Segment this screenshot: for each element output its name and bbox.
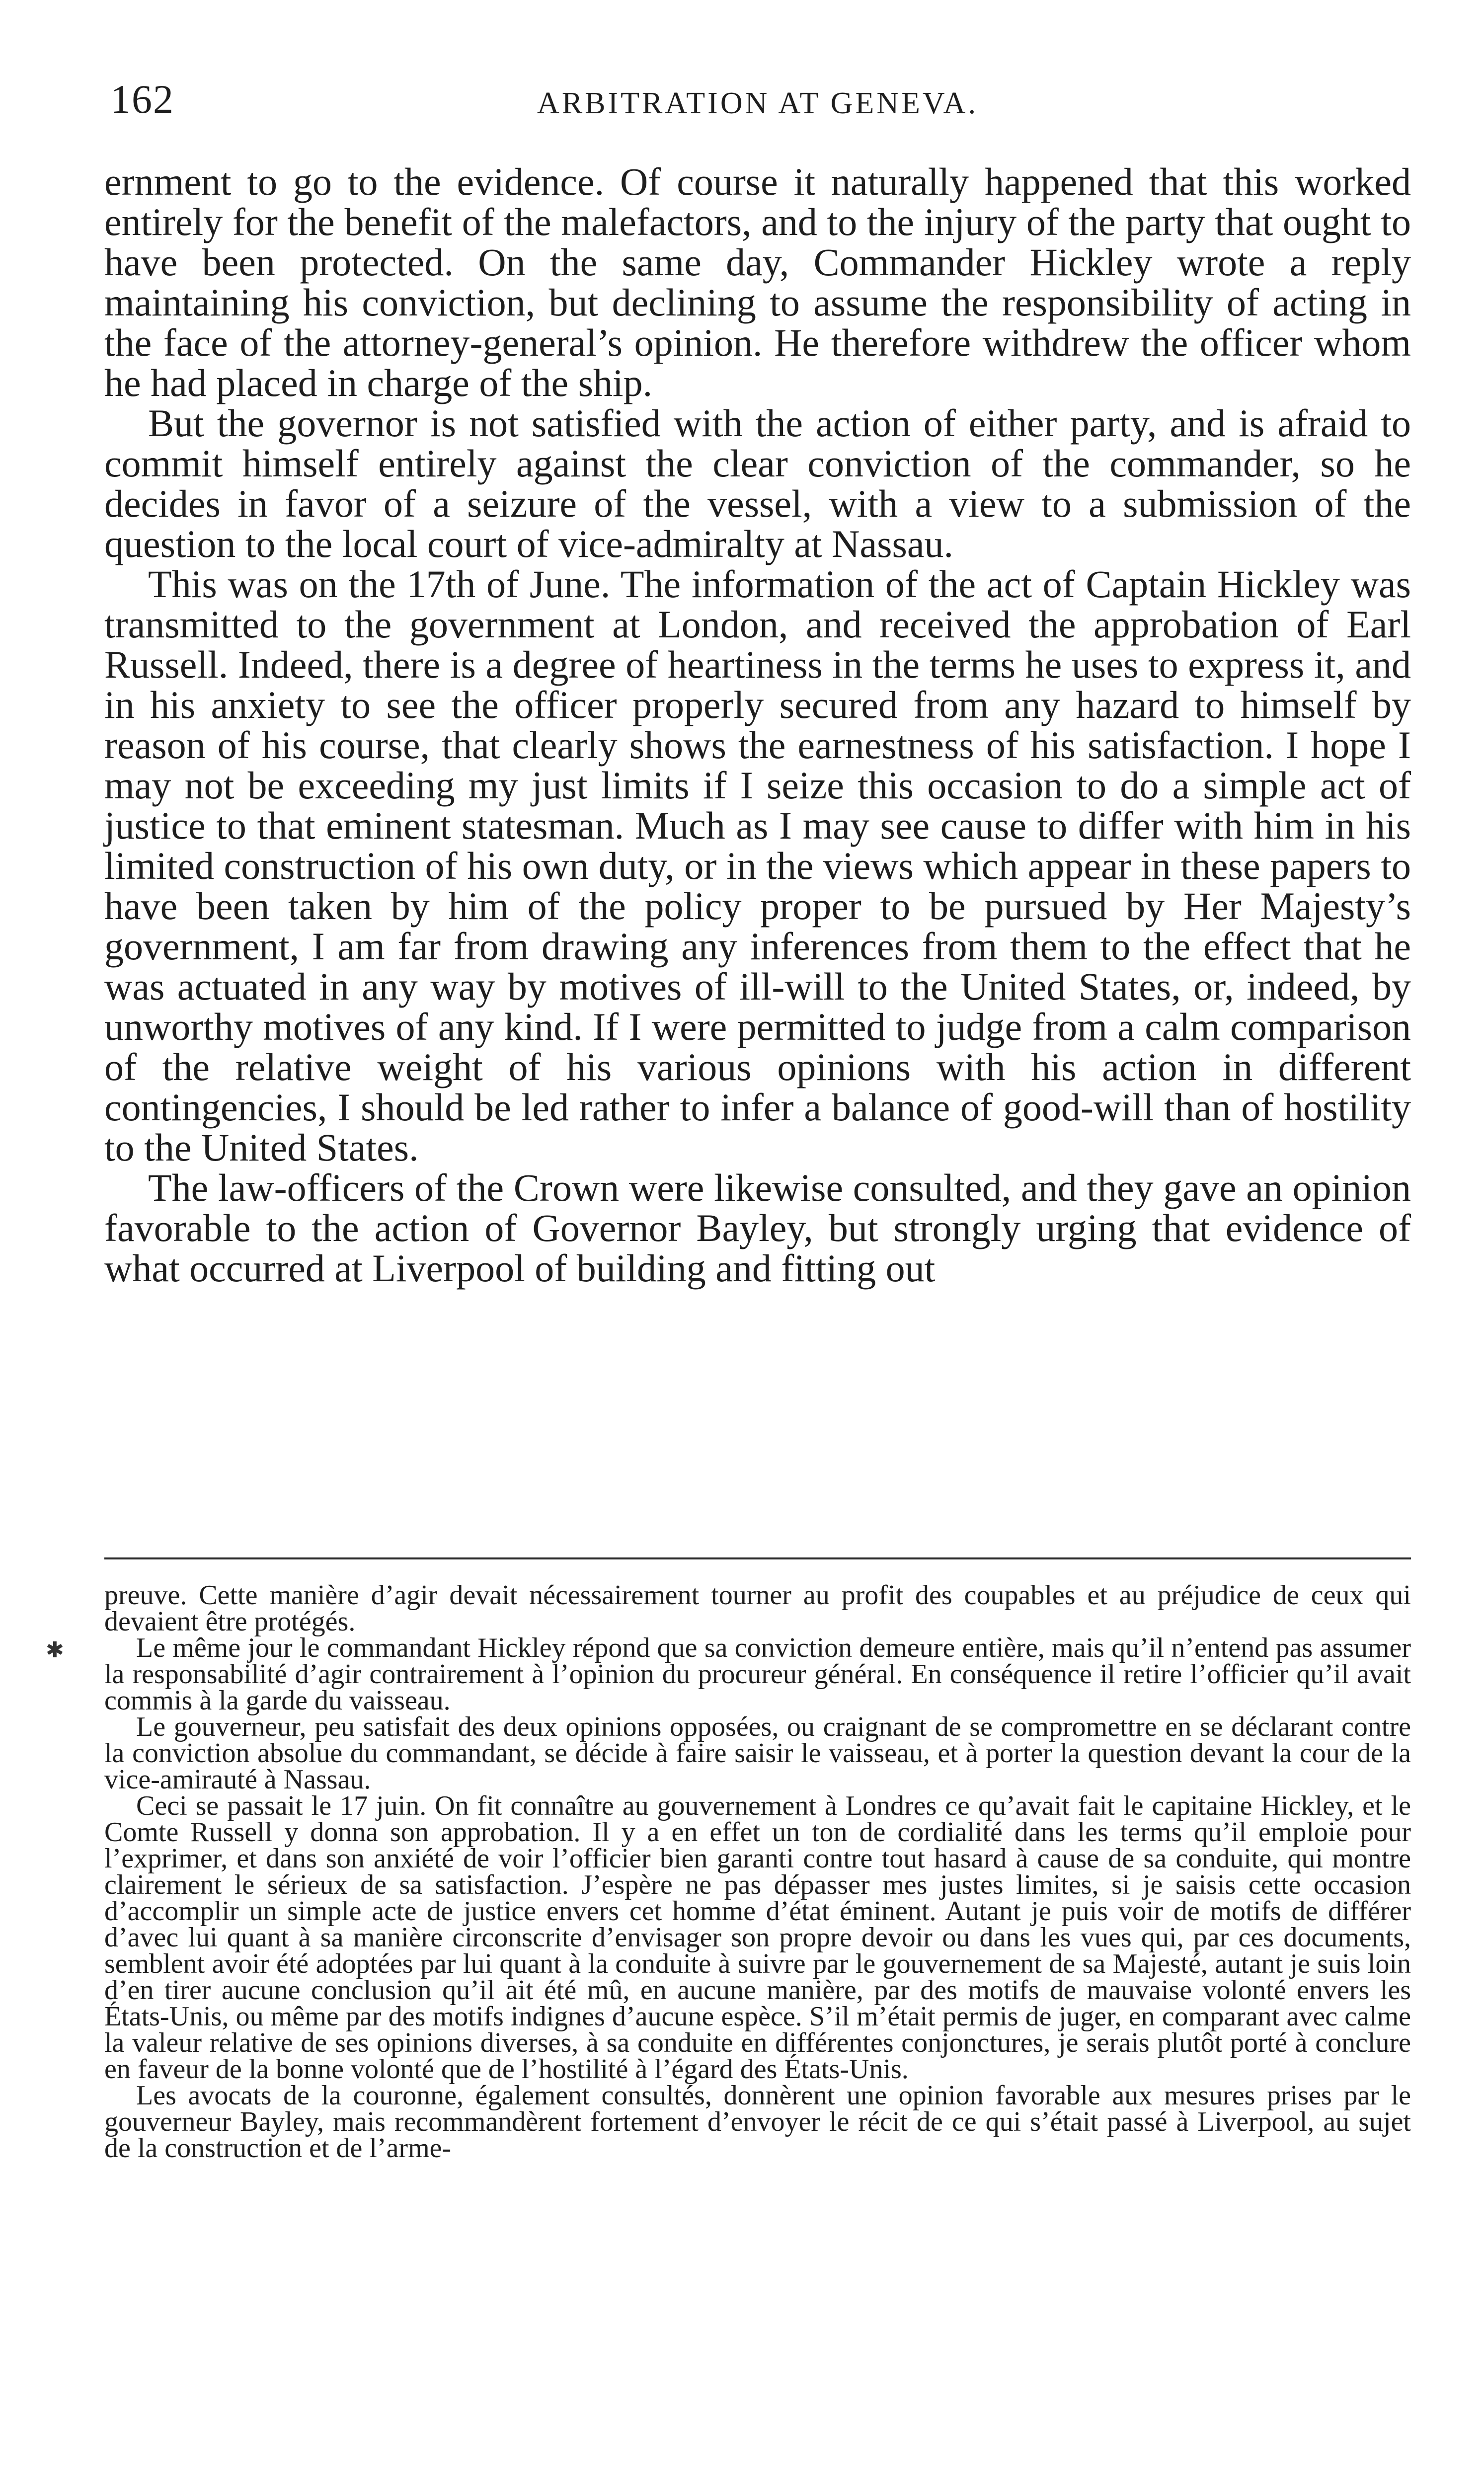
- margin-ink-mark: ✱: [46, 1638, 64, 1662]
- footnote-paragraph-5: Les avocats de la couronne, également consultés, donnèrent une opinion favorable aux mesures prises par le gouverneur Bayley, mais recommandèrent fortement d’envoyer le récit de ce qui s’était passé à Liverpool, au sujet de la construction et de l’arme-: [104, 2080, 1411, 2164]
- footnote-divider: [104, 1557, 1411, 1559]
- footnote-paragraph-2: Le même jour le commandant Hickley répond que sa conviction demeure entière, mais qu’il n’entend pas assumer la responsabilité d’agir contrairement à l’opinion du procureur général. En conséquence il retire l’officier qu’il avait commis à la garde du vaisseau.: [104, 1632, 1411, 1716]
- main-paragraph-1: ernment to go to the evidence. Of course it naturally happened that this worked entirely for the benefit of the malefactors, and to the injury of the party that ought to have been protected. On the same day, Commander Hickley wrote a reply maintaining his conviction, but declining to assume the responsibility of acting in the face of the attorney-general’s opinion. He therefore withdrew the officer whom he had placed in charge of the ship.: [104, 160, 1411, 404]
- main-text: [104, 161, 1411, 1288]
- footnote-paragraph-1: preuve. Cette manière d’agir devait nécessairement tourner au profit des coupables et au préjudice de ceux qui devaient être protégés.: [104, 1580, 1411, 1637]
- main-paragraph-3: This was on the 17th of June. The information of the act of Captain Hickley was transmitted to the government at London, and received the approbation of Earl Russell. Indeed, there is a degree of heartiness in the terms he uses to express it, and in his anxiety to see the officer properly secured from any hazard to himself by reason of his course, that clearly shows the earnestness of his satisfaction. I hope I may not be exceeding my just limits if I seize this occasion to do a simple act of justice to that eminent statesman. Much as I may see cause to differ with him in his limited construction of his own duty, or in the views which appear in these papers to have been taken by him of the policy proper to be pursued by Her Majesty’s government, I am far from drawing any inferences from them to the effect that he was actuated in any way by motives of ill-will to the United States, or, indeed, by unworthy motives of any kind. If I were permitted to judge from a calm comparison of the relative weight of his various opinions with his action in different contingencies, I should be led rather to infer a balance of good-will than of hostility to the United States.: [104, 562, 1411, 1169]
- running-head: [104, 75, 1411, 149]
- footnote-paragraph-3: Le gouverneur, peu satisfait des deux opinions opposées, ou craignant de se compromettre en se déclarant contre la conviction absolue du commandant, se décide à faire saisir le vaisseau, et à porter la question devant la cour de la vice-amirauté à Nassau.: [104, 1711, 1411, 1795]
- french-translation-footnote: [104, 1582, 1411, 2162]
- running-title: ARBITRATION AT GENEVA.: [537, 86, 978, 120]
- footnote-paragraph-4: Ceci se passait le 17 juin. On fit connaître au gouvernement à Londres ce qu’avait fait le capitaine Hickley, et le Comte Russell y donna son approbation. Il y a en effet un ton de cordialité dans les terms qu’il emploie pour l’exprimer, et dans son anxiété de voir l’officier bien garanti contre tout hasard à cause de sa conduite, qui montre clairement le sérieux de sa satisfaction. J’espère ne pas dépasser mes justes limites, si je saisis cette occasion d’accomplir un simple acte de justice envers cet homme d’état éminent. Autant je puis voir de motifs de différer d’avec lui quant à sa manière circonscrite d’envisager son propre devoir ou dans les vues qui, par ces documents, semblent avoir été adoptées par lui quant à la conduite à suivre par le gouvernement de sa Majesté, autant je suis loin d’en tirer aucune conclusion qu’il ait été mû, en aucune manière, par des motifs de mauvaise volonté envers les États-Unis, ou même par des motifs indignes d’aucune espèce. S’il m’était permis de juger, en comparant avec calme la valeur relative de ses opinions diverses, à sa conduite en différentes conjonctures, je serais plutôt porté à conclure en faveur de la bonne volonté que de l’hostilité à l’égard des États-Unis.: [104, 1790, 1411, 2085]
- main-paragraph-2: But the governor is not satisfied with the action of either party, and is afraid to commit himself entirely against the clear conviction of the commander, so he decides in favor of a seizure of the vessel, with a view to a submission of the question to the local court of vice-admiralty at Nassau.: [104, 401, 1411, 565]
- book-page: [104, 75, 1411, 2484]
- main-paragraph-4: The law-officers of the Crown were likewise consulted, and they gave an opinion favorable to the action of Governor Bayley, but strongly urging that evidence of what occurred at Liverpool of building and fitting out: [104, 1166, 1411, 1290]
- page-number: 162: [110, 77, 174, 122]
